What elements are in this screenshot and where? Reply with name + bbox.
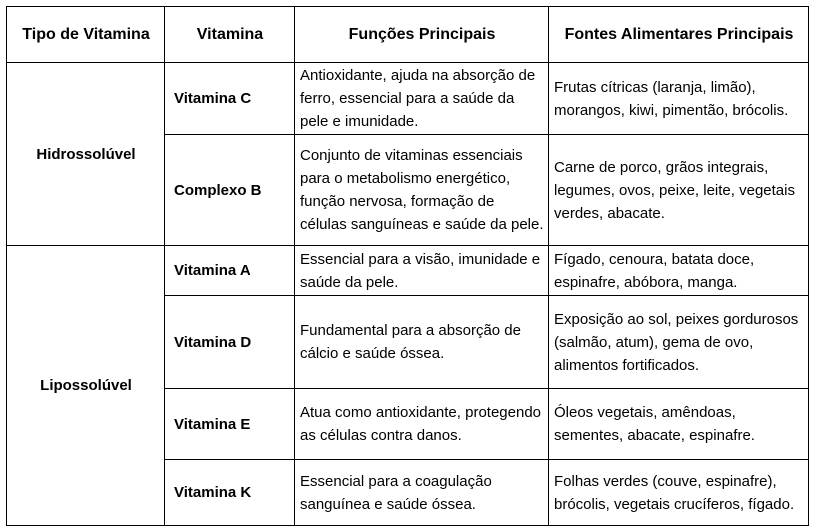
- table-row: [7, 246, 809, 296]
- header-vitamin: Vitamina: [165, 7, 295, 63]
- vitamin-name-cell: Vitamina D: [165, 296, 295, 389]
- sources-cell: Folhas verdes (couve, espinafre), brócolis, vegetais crucíferos, fígado.: [549, 460, 809, 526]
- sources-cell: Fígado, cenoura, batata doce, espinafre, abóbora, manga.: [549, 246, 809, 296]
- table-header-row: [7, 7, 809, 63]
- sources-cell: Carne de porco, grãos integrais, legumes, ovos, peixe, leite, vegetais verdes, abacate.: [549, 135, 809, 246]
- group-type-cell: Lipossolúvel: [7, 246, 165, 526]
- header-type: Tipo de Vitamina: [7, 7, 165, 63]
- sources-cell: Frutas cítricas (laranja, limão), morangos, kiwi, pimentão, brócolis.: [549, 63, 809, 135]
- functions-cell: Atua como antioxidante, protegendo as células contra danos.: [295, 389, 549, 460]
- vitamin-name-cell: Vitamina K: [165, 460, 295, 526]
- table-row: [7, 63, 809, 135]
- vitamin-name-cell: Vitamina E: [165, 389, 295, 460]
- functions-cell: Antioxidante, ajuda na absorção de ferro, essencial para a saúde da pele e imunidade.: [295, 63, 549, 135]
- functions-cell: Conjunto de vitaminas essenciais para o metabolismo energético, função nervosa, formação de células sanguíneas e saúde da pele.: [295, 135, 549, 246]
- functions-cell: Fundamental para a absorção de cálcio e saúde óssea.: [295, 296, 549, 389]
- header-sources: Fontes Alimentares Principais: [549, 7, 809, 63]
- functions-cell: Essencial para a coagulação sanguínea e saúde óssea.: [295, 460, 549, 526]
- vitamin-name-cell: Complexo B: [165, 135, 295, 246]
- vitamin-table-container: [6, 6, 809, 526]
- vitamin-name-cell: Vitamina C: [165, 63, 295, 135]
- sources-cell: Exposição ao sol, peixes gordurosos (salmão, atum), gema de ovo, alimentos fortificados.: [549, 296, 809, 389]
- functions-cell: Essencial para a visão, imunidade e saúde da pele.: [295, 246, 549, 296]
- group-type-cell: Hidrossolúvel: [7, 63, 165, 246]
- header-functions: Funções Principais: [295, 7, 549, 63]
- vitamin-name-cell: Vitamina A: [165, 246, 295, 296]
- vitamin-table: [6, 6, 809, 526]
- sources-cell: Óleos vegetais, amêndoas, sementes, abacate, espinafre.: [549, 389, 809, 460]
